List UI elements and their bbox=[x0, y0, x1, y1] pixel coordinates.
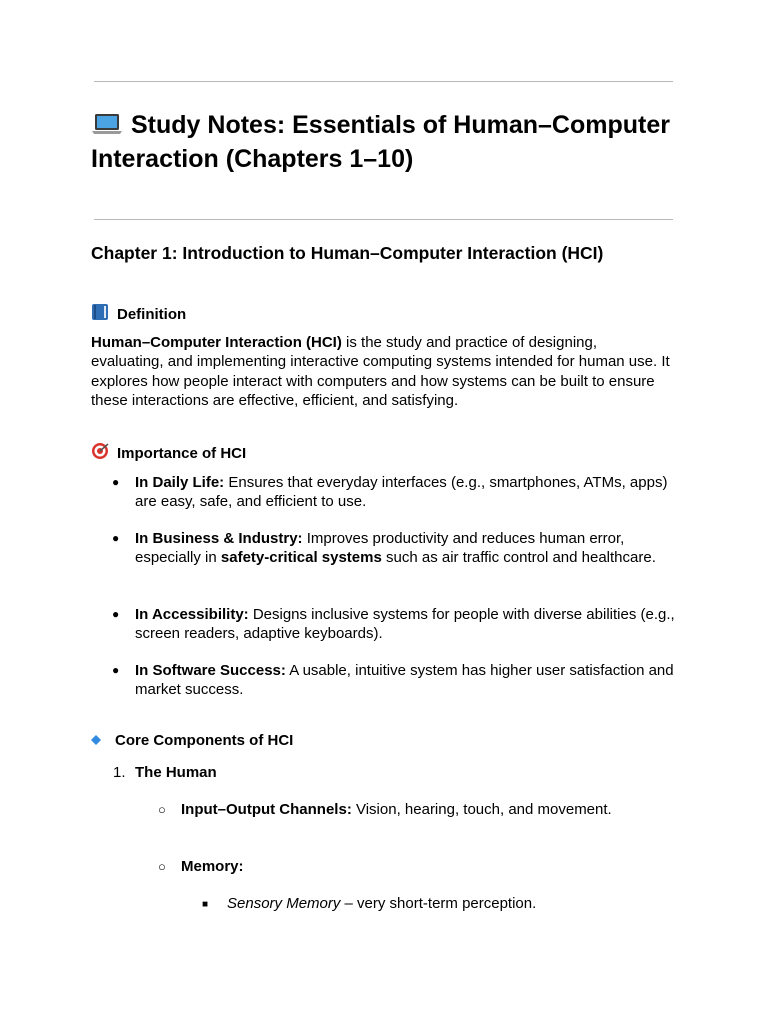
list-item bbox=[135, 529, 675, 568]
definition-heading-text: Definition bbox=[117, 305, 187, 323]
blue-book-icon bbox=[91, 303, 109, 326]
hollow-bullet-icon: ○ bbox=[158, 859, 166, 874]
sub-list-item-label: Memory: bbox=[181, 858, 244, 875]
sub-list-item-label: Input–Output Channels: bbox=[181, 801, 352, 818]
bullet-icon: ● bbox=[112, 607, 120, 621]
list-item-label: In Daily Life: bbox=[135, 474, 225, 491]
top-divider bbox=[94, 81, 673, 82]
sub-sub-list-item-term: Sensory Memory bbox=[227, 895, 341, 912]
sub-sub-list-item bbox=[227, 894, 667, 913]
numbered-item-label: The Human bbox=[135, 764, 217, 781]
square-bullet-icon: ■ bbox=[202, 899, 209, 910]
list-number: 1. bbox=[113, 764, 126, 781]
definition-paragraph bbox=[91, 333, 671, 410]
title-divider bbox=[94, 219, 673, 220]
list-item bbox=[135, 605, 675, 644]
sub-list-item bbox=[181, 857, 661, 876]
laptop-icon bbox=[91, 112, 123, 144]
bullet-icon: ● bbox=[112, 663, 120, 677]
importance-heading bbox=[91, 442, 246, 465]
sub-list-item-text: Vision, hearing, touch, and movement. bbox=[351, 801, 612, 818]
list-item-label: In Business & Industry: bbox=[135, 530, 303, 547]
hollow-bullet-icon: ○ bbox=[158, 802, 166, 817]
list-item-text-2: such as air traffic control and healthcare. bbox=[381, 549, 656, 567]
list-item-label: In Software Success: bbox=[135, 662, 286, 679]
importance-heading-text: Importance of HCI bbox=[117, 444, 247, 462]
bullet-icon: ● bbox=[112, 475, 120, 489]
sub-list-item bbox=[181, 800, 661, 819]
list-item-text: Designs inclusive systems for people with diverse abilities (e.g., screen readers, adaptive keyboards). bbox=[135, 606, 675, 643]
core-components-heading-text: Core Components of HCI bbox=[115, 732, 294, 749]
chapter-heading: Chapter 1: Introduction to Human–Computer Interaction (HCI) bbox=[91, 243, 604, 263]
definition-heading bbox=[91, 303, 186, 326]
core-components-heading bbox=[91, 732, 293, 750]
list-item-label: In Accessibility: bbox=[135, 606, 249, 623]
list-item bbox=[135, 473, 675, 512]
bullet-icon: ● bbox=[112, 531, 120, 545]
list-item-text: Improves productivity and reduces human error, especially in bbox=[135, 530, 625, 567]
blue-diamond-icon bbox=[91, 732, 101, 750]
sub-sub-list-item-text: – very short-term perception. bbox=[340, 895, 537, 912]
target-icon bbox=[91, 442, 109, 465]
list-item-text: A usable, intuitive system has higher user satisfaction and market success. bbox=[135, 662, 674, 699]
list-item bbox=[135, 661, 675, 700]
definition-term: Human–Computer Interaction (HCI) bbox=[91, 334, 342, 351]
page-title bbox=[91, 110, 691, 175]
list-item-text: Ensures that everyday interfaces (e.g., smartphones, ATMs, apps) are easy, safe, and efficient to use. bbox=[135, 474, 668, 511]
list-item-bold: safety-critical systems bbox=[220, 549, 382, 567]
page-title-text: Study Notes: Essentials of Human–Computer Interaction (Chapters 1–10) bbox=[91, 111, 670, 173]
definition-text: is the study and practice of designing, evaluating, and implementing interactive computing systems intended for human use. It explores how people interact with computers and how systems can be built to ensure these interactions are effective, efficient, and satisfying. bbox=[91, 334, 670, 409]
